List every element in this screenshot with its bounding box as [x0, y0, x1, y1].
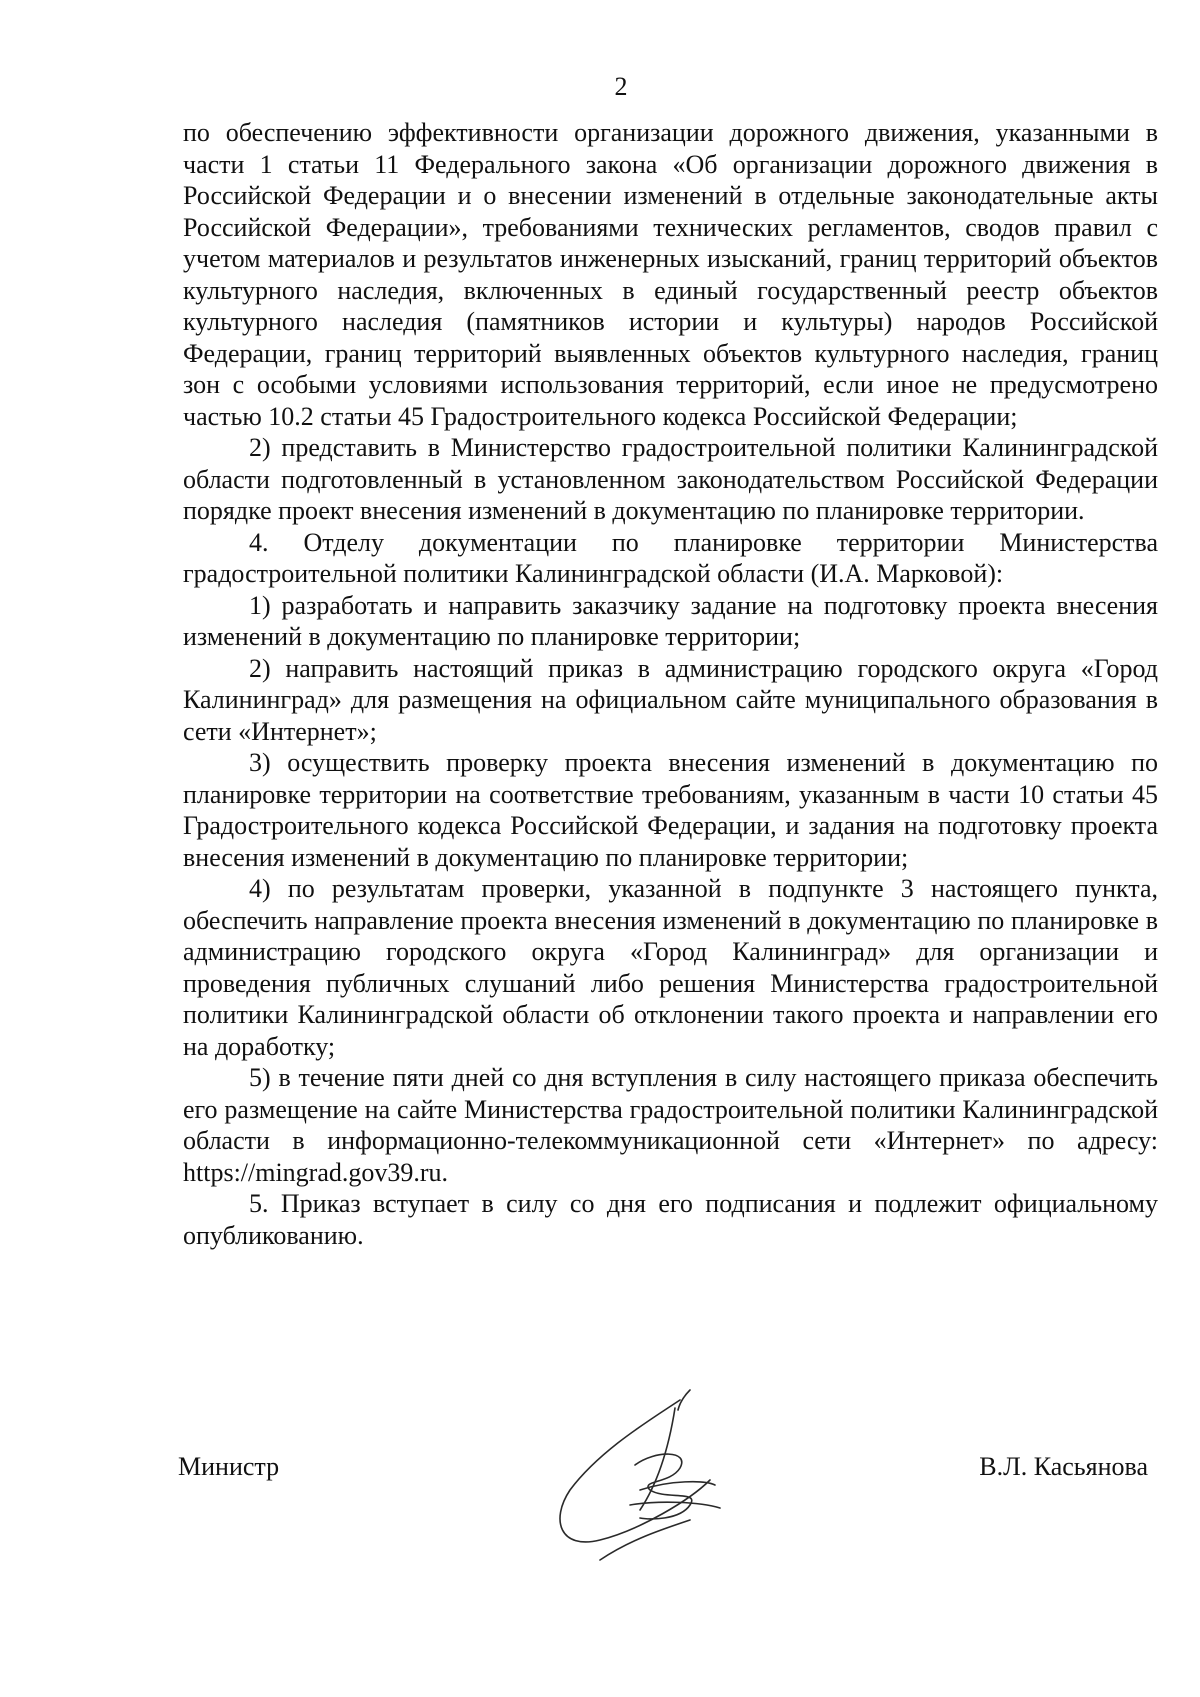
paragraph-item-4-4: 4) по результатам проверки, указанной в подпункте 3 настоящего пункта, обеспечить направление проекта внесения изменений в документацию по планировке в администрацию городского округа «Город Калининград» для организации и проведения публичных слушаний либо решения Министерства градостроительной политики Калининградской области об отклонении такого проекта и направлении его на доработку;	[183, 874, 1158, 1061]
paragraph-item-4-1: 1) разработать и направить заказчику задание на подготовку проекта внесения изменений в документацию по планировке территории;	[183, 590, 1158, 651]
paragraph-item-4-5: 5) в течение пяти дней со дня вступления в силу настоящего приказа обеспечить его размещение на сайте Министерства градостроительной политики Калининградской области в информационно-телекоммуникационной сети «Интернет» по адресу: https://mingrad.gov39.ru.	[183, 1063, 1158, 1187]
signatory-name: В.Л. Касьянова	[979, 1452, 1148, 1481]
signatory-position: Министр	[178, 1452, 280, 1481]
paragraph-subitem-2: 2) представить в Министерство градостроительной политики Калининградской области подготовленный в установленном законодательством Российской Федерации порядке проект внесения изменений в документацию по планировке территории.	[183, 433, 1158, 525]
paragraph-continuation: по обеспечению эффективности организации дорожного движения, указанными в части 1 статьи 11 Федерального закона «Об организации дорожного движения в Российской Федерации и о внесении изменений в отдельные законодательные акты Российской Федерации», требованиями технических регламентов, сводов правил с учетом материалов и результатов инженерных изысканий, границ территорий объектов культурного наследия, включенных в единый государственный реестр объектов культурного наследия (памятников истории и культуры) народов Российской Федерации, границ территорий выявленных объектов культурного наследия, границ зон с особыми условиями использования территорий, если иное не предусмотрено частью 10.2 статьи 45 Градостроительного кодекса Российской Федерации;	[183, 118, 1158, 431]
paragraph-item-5: 5. Приказ вступает в силу со дня его подписания и подлежит официальному опубликованию.	[183, 1189, 1158, 1250]
paragraph-item-4: 4. Отделу документации по планировке территории Министерства градостроительной политики Калининградской области (И.А. Марковой):	[183, 527, 1158, 588]
paragraph-item-4-3: 3) осуществить проверку проекта внесения изменений в документацию по планировке территории на соответствие требованиям, указанным в части 10 статьи 45 Градостроительного кодекса Российской Федерации, и задания на подготовку проекта внесения изменений в документацию по планировке территории;	[183, 748, 1158, 872]
paragraph-item-4-2: 2) направить настоящий приказ в администрацию городского округа «Город Калининград» для размещения на официальном сайте муниципального образования в сети «Интернет»;	[183, 653, 1158, 746]
handwritten-signature	[540, 1380, 760, 1570]
document-body	[183, 117, 1158, 1251]
page-number: 2	[614, 72, 628, 101]
signature-block	[0, 1420, 1200, 1620]
